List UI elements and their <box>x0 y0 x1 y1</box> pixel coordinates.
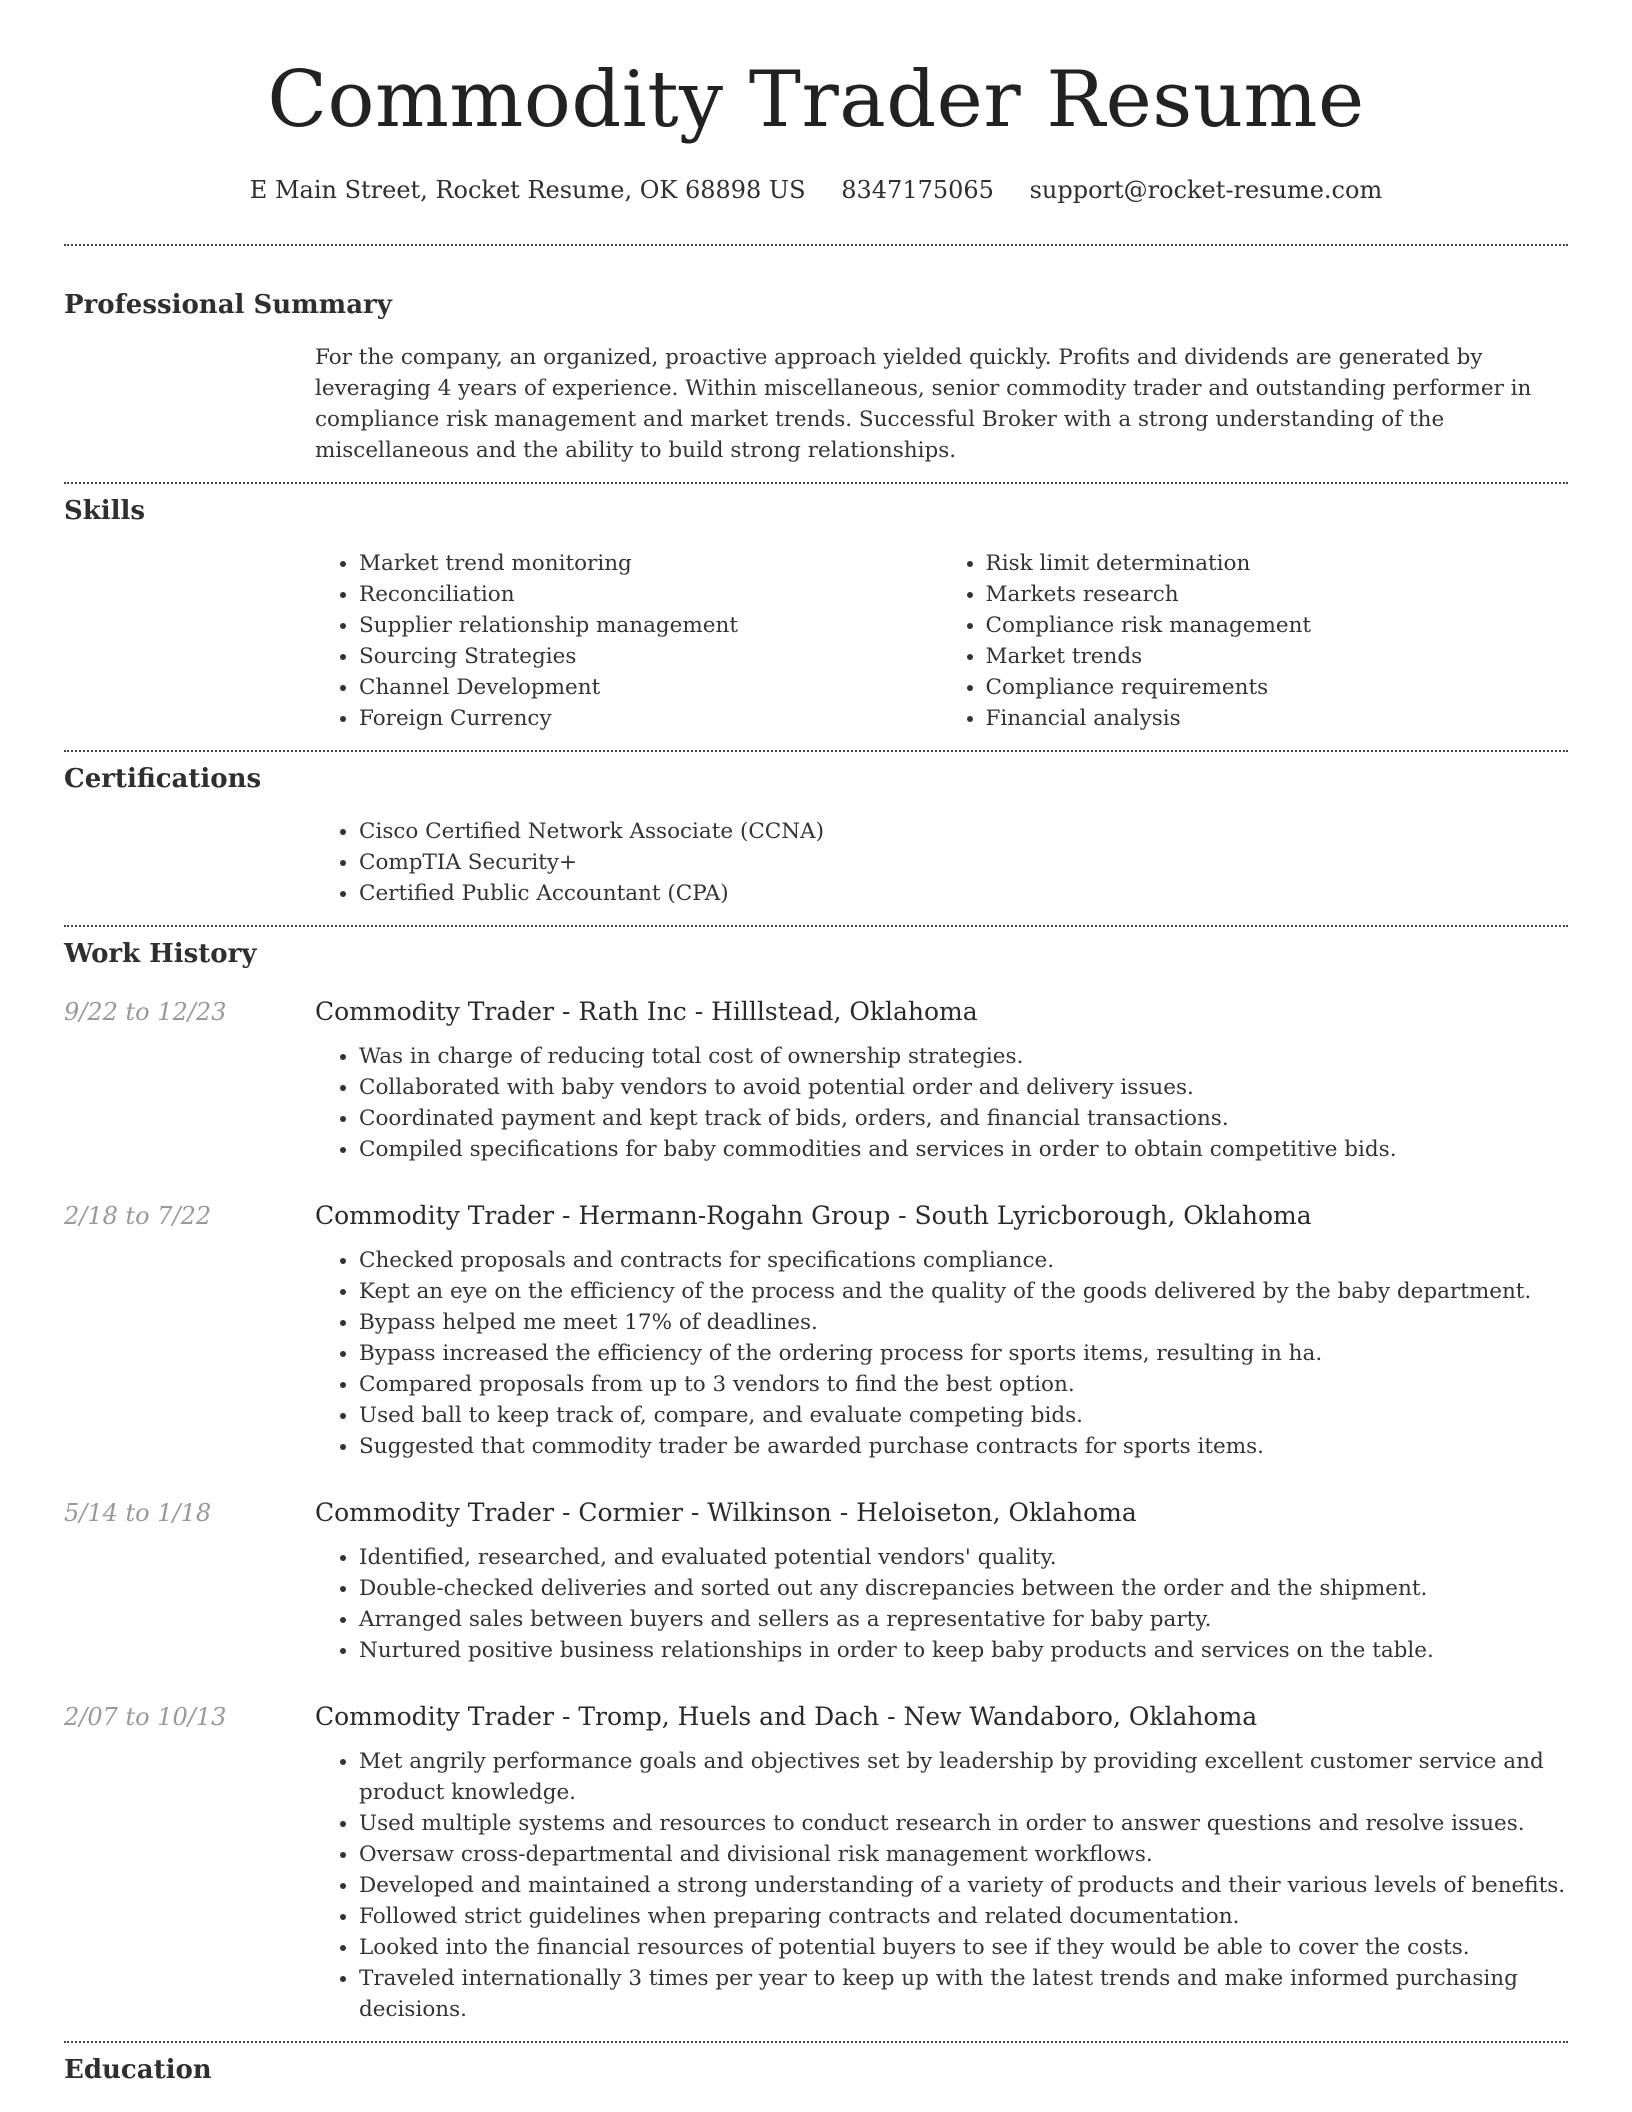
list-item: • Followed strict guidelines when preparing contracts and related documentation. <box>359 1901 1568 1932</box>
certifications-list <box>315 816 1568 909</box>
list-item: • Used multiple systems and resources to conduct research in order to answer questions and resolve issues. <box>359 1808 1568 1839</box>
summary-heading: Professional Summary <box>64 290 392 320</box>
list-item: • Identified, researched, and evaluated potential vendors' quality. <box>359 1542 1568 1573</box>
skills-list-right <box>942 548 1569 734</box>
list-item: • CompTIA Security+ <box>359 847 1568 878</box>
skills-list-left <box>315 548 942 734</box>
job-date: 2/18 to 7/22 <box>64 1202 212 1230</box>
list-item: • Sourcing Strategies <box>359 641 942 672</box>
work-divider <box>64 2041 1568 2043</box>
skills-grid <box>315 548 1568 734</box>
job-entry <box>64 1199 1568 1462</box>
job-bullets <box>315 1542 1568 1666</box>
summary-text: For the company, an organized, proactive approach yielded quickly. Profits and dividends are generated by leveraging 4 years of experience. Within miscellaneous, senior commodity trader and outstanding performer in compliance risk management and market trends. Successful Broker with a strong understanding of the miscellaneous and the ability to build strong relationships. <box>315 345 1532 463</box>
list-item: • Bypass increased the efficiency of the ordering process for sports items, resulting in ha. <box>359 1338 1568 1369</box>
list-item: • Foreign Currency <box>359 703 942 734</box>
job-bullets <box>315 1245 1568 1462</box>
list-item: • Coordinated payment and kept track of bids, orders, and financial transactions. <box>359 1103 1568 1134</box>
list-item: • Risk limit determination <box>986 548 1569 579</box>
list-item: • Compliance risk management <box>986 610 1569 641</box>
certifications-heading: Certifications <box>64 764 262 794</box>
list-item: • Was in charge of reducing total cost of ownership strategies. <box>359 1041 1568 1072</box>
certifications-divider <box>64 925 1568 927</box>
list-item: • Reconciliation <box>359 579 942 610</box>
summary-section <box>64 288 1568 466</box>
list-item: • Nurtured positive business relationships in order to keep baby products and services on the table. <box>359 1635 1568 1666</box>
list-item: • Met angrily performance goals and objectives set by leadership by providing excellent customer service and product knowledge. <box>359 1746 1568 1808</box>
list-item: • Channel Development <box>359 672 942 703</box>
contact-line <box>64 174 1568 206</box>
list-item: • Oversaw cross-departmental and divisional risk management workflows. <box>359 1839 1568 1870</box>
list-item: • Bypass helped me meet 17% of deadlines. <box>359 1307 1568 1338</box>
list-item: • Compiled specifications for baby commodities and services in order to obtain competitive bids. <box>359 1134 1568 1165</box>
job-date: 9/22 to 12/23 <box>64 998 227 1026</box>
job-title: Commodity Trader - Cormier - Wilkinson - Heloiseton, Oklahoma <box>315 1498 1137 1527</box>
list-item: • Looked into the financial resources of potential buyers to see if they would be able to cover the costs. <box>359 1932 1568 1963</box>
skills-heading: Skills <box>64 496 146 526</box>
job-date: 2/07 to 10/13 <box>64 1703 227 1731</box>
list-item: • Collaborated with baby vendors to avoid potential order and delivery issues. <box>359 1072 1568 1103</box>
list-item: • Arranged sales between buyers and sellers as a representative for baby party. <box>359 1604 1568 1635</box>
job-title: Commodity Trader - Tromp, Huels and Dach - New Wandaboro, Oklahoma <box>315 1702 1258 1731</box>
job-bullets <box>315 1041 1568 1165</box>
contact-phone: 8347175065 <box>841 176 994 204</box>
education-section <box>64 2053 1568 2087</box>
list-item: • Compared proposals from up to 3 vendors to find the best option. <box>359 1369 1568 1400</box>
work-heading: Work History <box>64 939 257 969</box>
list-item: • Certified Public Accountant (CPA) <box>359 878 1568 909</box>
certifications-body <box>315 816 1568 909</box>
list-item: • Double-checked deliveries and sorted out any discrepancies between the order and the shipment. <box>359 1573 1568 1604</box>
resume-page <box>64 0 1568 2087</box>
list-item: • Market trends <box>986 641 1569 672</box>
resume-title: Commodity Trader Resume <box>267 55 1365 145</box>
summary-divider <box>64 482 1568 484</box>
list-item: • Checked proposals and contracts for specifications compliance. <box>359 1245 1568 1276</box>
job-entry <box>64 995 1568 1165</box>
skills-divider <box>64 750 1568 752</box>
job-date: 5/14 to 1/18 <box>64 1499 212 1527</box>
contact-address: E Main Street, Rocket Resume, OK 68898 US <box>249 176 806 204</box>
list-item: • Suggested that commodity trader be awarded purchase contracts for sports items. <box>359 1431 1568 1462</box>
list-item: • Developed and maintained a strong understanding of a variety of products and their various levels of benefits. <box>359 1870 1568 1901</box>
list-item: • Market trend monitoring <box>359 548 942 579</box>
list-item: • Markets research <box>986 579 1569 610</box>
list-item: • Used ball to keep track of, compare, and evaluate competing bids. <box>359 1400 1568 1431</box>
list-item: • Traveled internationally 3 times per year to keep up with the latest trends and make informed purchasing decisions. <box>359 1963 1568 2025</box>
job-title: Commodity Trader - Rath Inc - Hilllstead, Oklahoma <box>315 997 978 1026</box>
job-entry <box>64 1700 1568 2025</box>
skills-section <box>64 494 1568 734</box>
contact-email[interactable]: support@rocket-resume.com <box>1029 176 1383 204</box>
list-item: • Compliance requirements <box>986 672 1569 703</box>
work-section <box>64 937 1568 2025</box>
certifications-section <box>64 762 1568 909</box>
header-divider <box>64 244 1568 246</box>
list-item: • Financial analysis <box>986 703 1569 734</box>
list-item: • Supplier relationship management <box>359 610 942 641</box>
list-item: • Kept an eye on the efficiency of the process and the quality of the goods delivered by the baby department. <box>359 1276 1568 1307</box>
job-bullets <box>315 1746 1568 2025</box>
education-heading: Education <box>64 2055 212 2085</box>
list-item: • Cisco Certified Network Associate (CCNA) <box>359 816 1568 847</box>
job-title: Commodity Trader - Hermann-Rogahn Group - South Lyricborough, Oklahoma <box>315 1201 1312 1230</box>
job-entry <box>64 1496 1568 1666</box>
